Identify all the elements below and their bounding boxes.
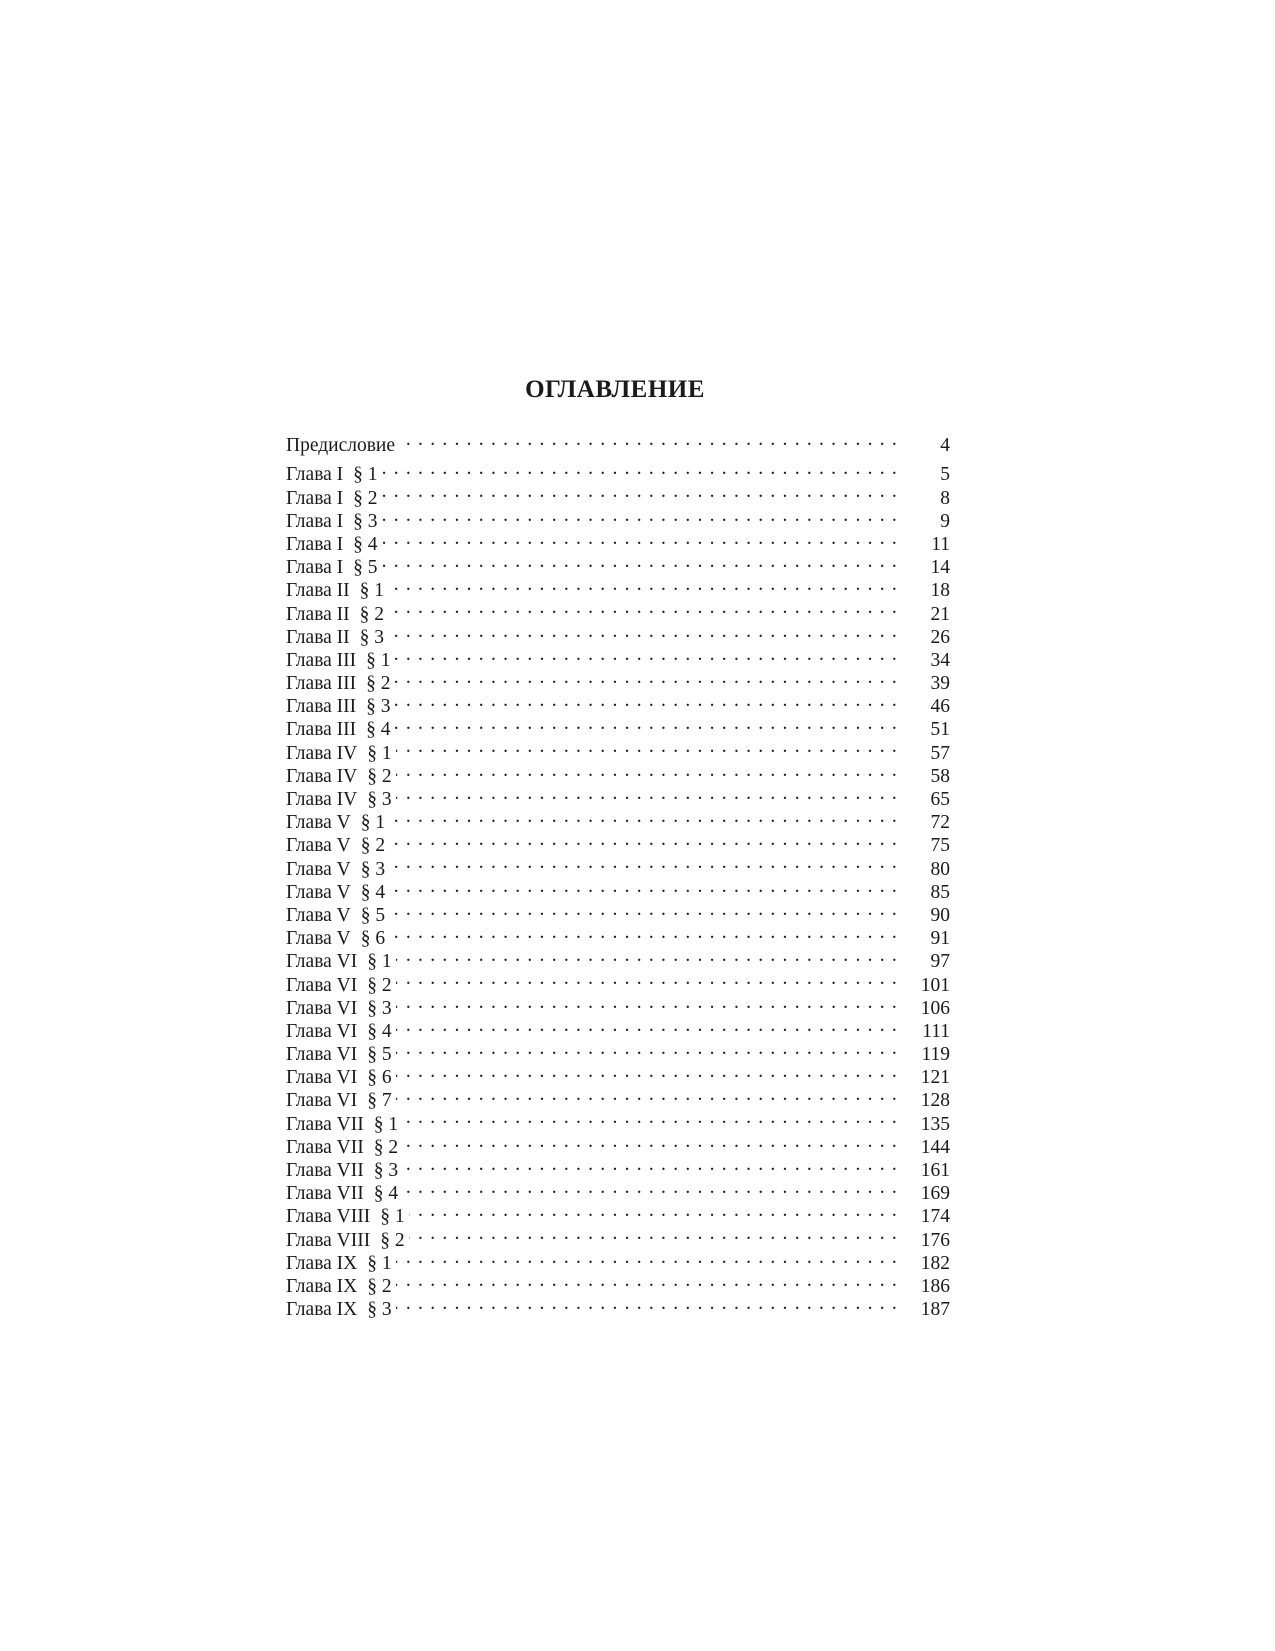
toc-page-number: 11 — [931, 533, 950, 555]
toc-page-number: 8 — [940, 487, 950, 509]
toc-page-number: 169 — [920, 1183, 950, 1205]
dot-leader — [382, 527, 898, 550]
toc-chapter: Глава III — [286, 673, 357, 695]
toc-entry-label — [286, 742, 396, 765]
toc-chapter: Глава V — [286, 904, 351, 926]
toc-entry-label — [286, 1020, 396, 1043]
toc-entry-label — [286, 881, 389, 904]
toc-chapter: Глава VI — [286, 951, 358, 973]
toc-entry-label — [286, 1275, 396, 1298]
toc-paragraph: § 1 — [360, 812, 386, 834]
toc-page-number: 4 — [940, 435, 950, 457]
toc-chapter: Глава V — [286, 858, 351, 880]
toc-page-number: 65 — [930, 789, 950, 810]
toc-page-number: 119 — [921, 1044, 950, 1066]
toc-paragraph: § 1 — [359, 580, 385, 602]
toc-chapter: Глава VI — [286, 974, 358, 996]
toc-chapter: Глава III — [286, 719, 357, 741]
dot-leader — [382, 550, 898, 573]
toc-chapter: Глава VI — [286, 1067, 358, 1089]
dot-leader — [389, 828, 898, 851]
dot-leader — [402, 1106, 898, 1129]
toc-page-number: 91 — [930, 928, 950, 950]
toc-paragraph: § 2 — [367, 765, 392, 787]
toc-entry-label — [286, 788, 396, 811]
toc-page-number: 174 — [920, 1206, 950, 1228]
dot-leader — [396, 1246, 898, 1269]
toc-page-number: 21 — [930, 603, 950, 625]
toc-entry-label — [286, 533, 382, 556]
toc-paragraph: § 1 — [380, 1206, 405, 1228]
toc-entry-label — [286, 626, 388, 649]
dot-leader — [388, 596, 898, 619]
toc-page-number: 186 — [920, 1275, 950, 1297]
toc-chapter: Глава VI — [286, 1020, 358, 1042]
toc-page-number: 85 — [930, 881, 950, 903]
toc-page-number: 187 — [920, 1299, 950, 1321]
dot-leader — [402, 1176, 898, 1199]
toc-chapter: Глава IX — [286, 1299, 358, 1321]
toc-page-number: 26 — [930, 626, 950, 648]
dot-leader — [382, 457, 898, 480]
toc-paragraph: § 3 — [367, 789, 392, 810]
toc-chapter: Глава IX — [286, 1275, 358, 1297]
toc-paragraph: § 3 — [360, 858, 386, 880]
toc-entry-label — [286, 1182, 402, 1205]
toc-page-number: 34 — [930, 649, 950, 671]
toc-chapter: Глава I — [286, 487, 344, 509]
dot-leader — [396, 1014, 898, 1037]
toc-paragraph: § 4 — [373, 1183, 399, 1205]
toc-entry-label — [286, 1205, 409, 1228]
toc-paragraph: § 2 — [367, 974, 392, 996]
toc-paragraph: § 4 — [366, 719, 391, 741]
dot-leader — [389, 851, 898, 874]
dot-leader — [396, 735, 898, 758]
toc-page-number: 5 — [940, 464, 950, 486]
dot-leader — [396, 944, 898, 967]
toc-entry-label — [286, 579, 388, 602]
toc-paragraph: § 2 — [367, 1275, 392, 1297]
toc-chapter: Глава I — [286, 464, 344, 486]
toc-page-number: 161 — [920, 1160, 950, 1181]
toc-paragraph: § 3 — [367, 1299, 392, 1321]
toc-entry-label — [286, 487, 382, 510]
toc-page-number: 51 — [930, 719, 950, 741]
toc-paragraph: § 1 — [367, 742, 392, 764]
toc-entry-label — [286, 950, 396, 973]
toc-title: ОГЛАВЛЕНИЕ — [525, 376, 705, 403]
toc-entry-label — [286, 695, 395, 718]
toc-chapter: Глава IV — [286, 789, 358, 810]
toc-entry-label — [286, 649, 395, 672]
dot-leader — [395, 712, 898, 735]
toc-chapter: Глава I — [286, 510, 344, 532]
toc-page-number: 128 — [920, 1090, 950, 1112]
dot-leader — [389, 875, 898, 898]
dot-leader — [388, 573, 898, 596]
toc-paragraph: § 6 — [360, 928, 386, 950]
toc-entry[interactable] — [286, 457, 950, 486]
toc-page-number: 46 — [930, 696, 950, 718]
toc-entry-label — [286, 1113, 402, 1136]
toc-paragraph: § 1 — [366, 649, 391, 671]
toc-chapter: Глава I — [286, 533, 344, 555]
toc-page-number: 9 — [940, 510, 950, 532]
dot-leader — [395, 666, 898, 689]
toc-page-number: 176 — [920, 1229, 950, 1251]
toc-entry-label — [286, 1252, 396, 1275]
toc-entry-label — [286, 1089, 396, 1112]
toc-chapter: Глава VII — [286, 1136, 364, 1158]
toc-paragraph: § 3 — [367, 997, 392, 1019]
toc-chapter: Глава VII — [286, 1160, 364, 1181]
toc-entry[interactable] — [286, 480, 950, 509]
toc-entry-label — [286, 904, 389, 927]
toc-page-number: 121 — [920, 1067, 950, 1089]
toc-page-number: 101 — [920, 974, 950, 996]
toc-chapter: Глава III — [286, 649, 357, 671]
toc-entry-label — [286, 927, 389, 950]
toc-paragraph: § 1 — [367, 951, 392, 973]
toc-entry-label — [286, 1066, 396, 1089]
dot-leader — [396, 1060, 898, 1083]
dot-leader — [409, 1222, 898, 1245]
toc-chapter: Глава V — [286, 812, 351, 834]
toc-chapter: Глава IX — [286, 1252, 358, 1274]
toc-entry[interactable] — [286, 550, 950, 579]
toc-paragraph: § 4 — [367, 1020, 392, 1042]
toc-chapter: Глава VIII — [286, 1206, 371, 1228]
toc-chapter: Глава VI — [286, 1044, 358, 1066]
toc-page-number: 75 — [930, 835, 950, 857]
dot-leader — [395, 689, 898, 712]
toc-paragraph: § 5 — [360, 904, 386, 926]
toc-page-number: 72 — [930, 812, 950, 834]
toc-paragraph: § 2 — [360, 835, 386, 857]
dot-leader — [396, 759, 898, 782]
toc-paragraph: § 1 — [367, 1252, 392, 1274]
dot-leader — [382, 504, 898, 527]
toc-entry-label — [286, 1229, 409, 1252]
toc-entry[interactable] — [286, 527, 950, 555]
toc-chapter: Глава I — [286, 557, 344, 579]
toc-paragraph: § 2 — [373, 1136, 399, 1158]
toc-entry[interactable] — [286, 573, 950, 602]
toc-page-number: 111 — [922, 1020, 950, 1042]
dot-leader — [399, 428, 898, 451]
toc-entry-label — [286, 858, 389, 881]
toc-chapter: Глава III — [286, 696, 357, 718]
toc-chapter: Глава VI — [286, 997, 358, 1019]
toc-paragraph: § 2 — [366, 673, 391, 695]
toc-paragraph: § 6 — [367, 1067, 392, 1089]
toc-page-number: 90 — [930, 904, 950, 926]
toc-chapter: Предисловие — [286, 435, 396, 457]
toc-entry-label — [286, 765, 396, 788]
toc-page-number: 14 — [930, 557, 950, 579]
toc-paragraph: § 4 — [353, 533, 378, 555]
dot-leader — [389, 898, 898, 921]
toc-paragraph: § 3 — [353, 510, 378, 532]
toc-page-number: 80 — [930, 858, 950, 880]
toc-chapter: Глава II — [286, 603, 350, 625]
toc-page-number: 144 — [920, 1136, 950, 1158]
table-of-contents — [286, 428, 950, 1321]
toc-page-number: 18 — [930, 580, 950, 602]
toc-chapter: Глава VI — [286, 1090, 358, 1112]
toc-chapter: Глава VII — [286, 1183, 364, 1205]
toc-paragraph: § 2 — [380, 1229, 405, 1251]
toc-page-number: 182 — [920, 1252, 950, 1274]
toc-chapter: Глава VIII — [286, 1229, 371, 1251]
toc-paragraph: § 4 — [360, 881, 386, 903]
toc-entry-label — [286, 1159, 402, 1182]
toc-entry[interactable] — [286, 504, 950, 532]
toc-paragraph: § 5 — [353, 557, 378, 579]
toc-chapter: Глава IV — [286, 742, 358, 764]
toc-chapter: Глава V — [286, 881, 351, 903]
toc-entry-label — [286, 1043, 396, 1066]
dot-leader — [396, 782, 898, 805]
toc-entry-label — [286, 510, 382, 533]
dot-leader — [396, 991, 898, 1014]
dot-leader — [396, 1083, 898, 1106]
toc-paragraph: § 1 — [353, 464, 378, 486]
dot-leader — [409, 1199, 898, 1222]
dot-leader — [395, 643, 898, 666]
dot-leader — [402, 1153, 898, 1176]
toc-paragraph: § 2 — [359, 603, 385, 625]
toc-page-number: 97 — [930, 951, 950, 973]
toc-page-number: 135 — [920, 1113, 950, 1135]
dot-leader — [396, 1269, 898, 1292]
toc-entry-label — [286, 997, 396, 1020]
toc-chapter: Глава V — [286, 928, 351, 950]
toc-paragraph: § 2 — [353, 487, 378, 509]
toc-entry-label — [286, 718, 395, 741]
dot-leader — [382, 480, 898, 503]
dot-leader — [388, 620, 898, 643]
toc-chapter: Глава II — [286, 580, 350, 602]
toc-entry-label — [286, 974, 396, 997]
toc-paragraph: § 5 — [367, 1044, 392, 1066]
toc-page-number: 57 — [930, 742, 950, 764]
toc-entry-label — [286, 434, 399, 457]
toc-paragraph: § 3 — [359, 626, 385, 648]
toc-entry-label — [286, 811, 389, 834]
toc-entry-label — [286, 603, 388, 626]
toc-entry-label — [286, 1136, 402, 1159]
dot-leader — [396, 1292, 898, 1315]
dot-leader — [396, 1037, 898, 1060]
dot-leader — [402, 1130, 898, 1153]
toc-chapter: Глава IV — [286, 765, 358, 787]
toc-page-number: 58 — [930, 765, 950, 787]
toc-paragraph: § 7 — [367, 1090, 392, 1112]
toc-entry-label — [286, 672, 395, 695]
toc-entry-label — [286, 834, 389, 857]
toc-entry-label — [286, 556, 382, 579]
toc-entry-preface[interactable] — [286, 428, 950, 457]
toc-page-number: 39 — [930, 673, 950, 695]
toc-chapter: Глава VII — [286, 1113, 364, 1135]
toc-paragraph: § 1 — [373, 1113, 399, 1135]
dot-leader — [396, 967, 898, 990]
toc-entry-label — [286, 463, 382, 486]
toc-chapter: Глава V — [286, 835, 351, 857]
toc-paragraph: § 3 — [373, 1160, 399, 1181]
toc-paragraph: § 3 — [366, 696, 391, 718]
toc-entry-label — [286, 1298, 396, 1321]
toc-page-number: 106 — [920, 997, 950, 1019]
toc-chapter: Глава II — [286, 626, 350, 648]
dot-leader — [389, 805, 898, 828]
dot-leader — [389, 921, 898, 944]
